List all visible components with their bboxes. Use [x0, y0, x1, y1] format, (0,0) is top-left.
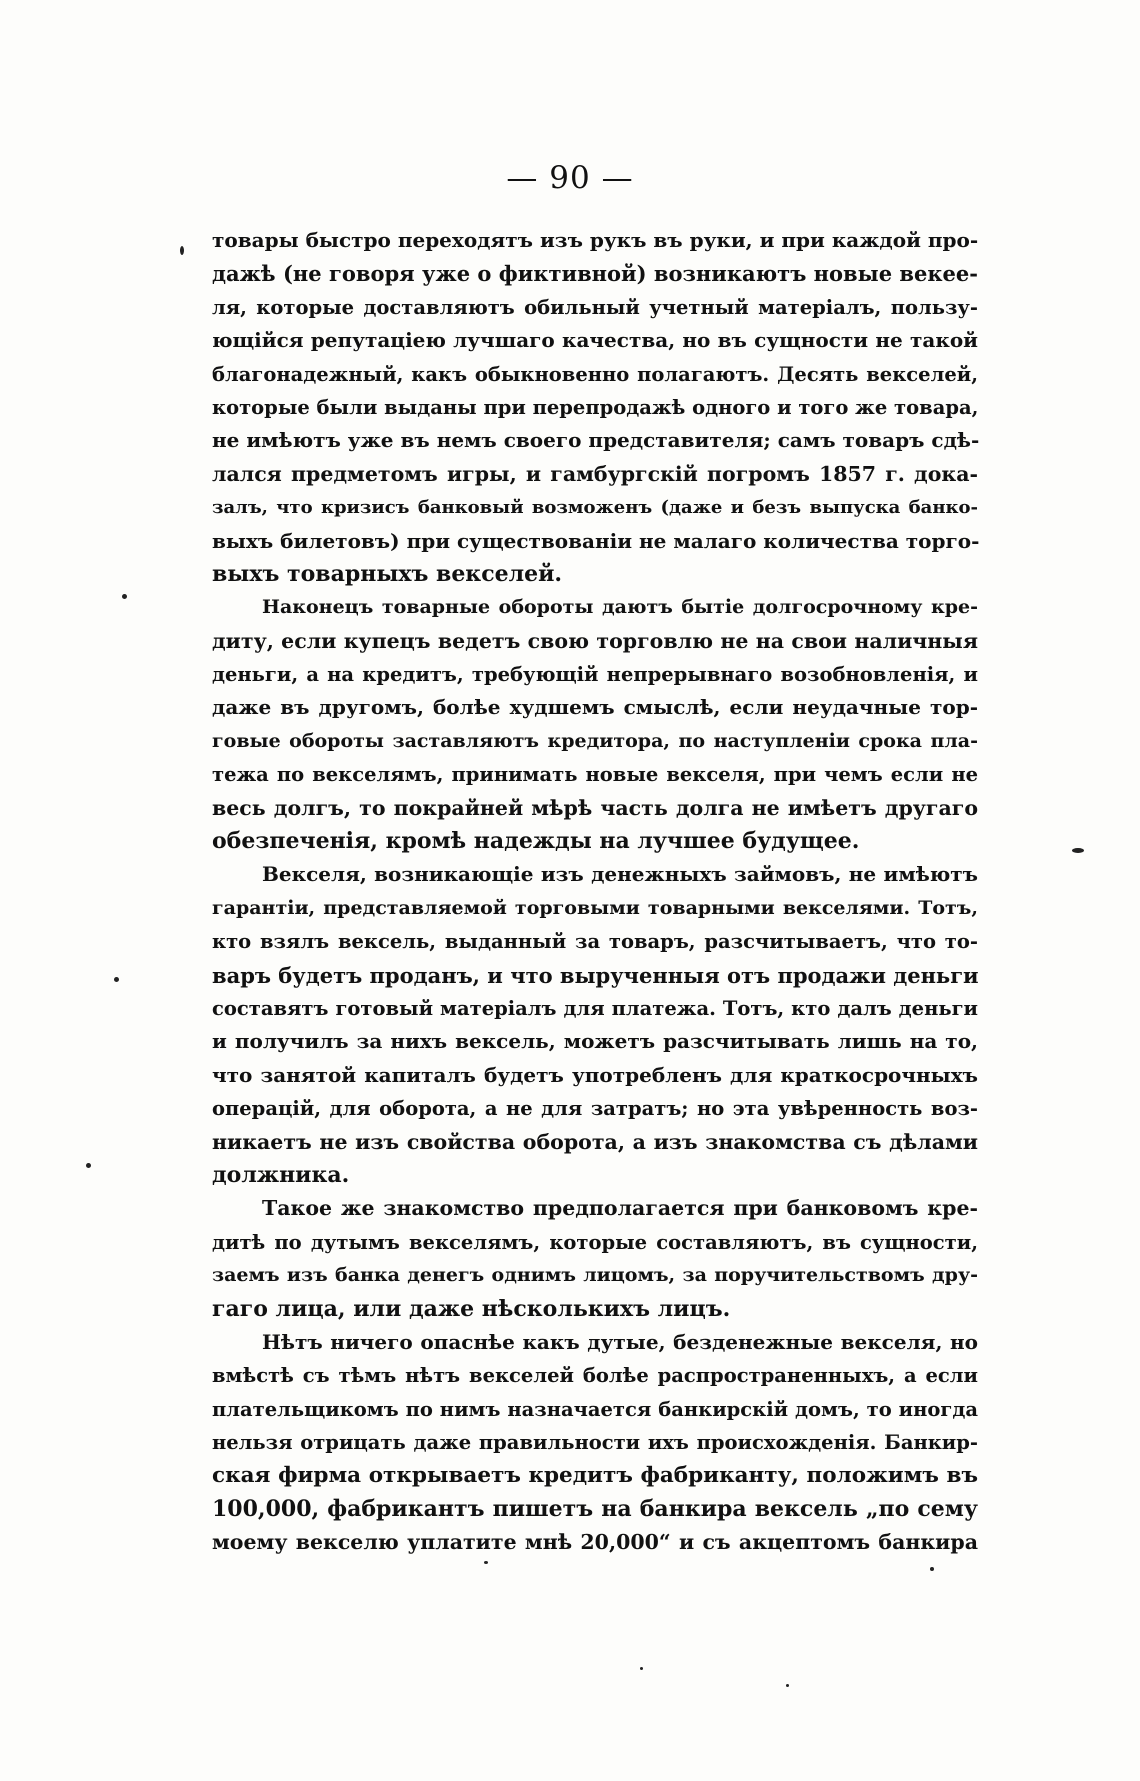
text-line: Векселя, возникающіе изъ денежныхъ займовъ, не имѣютъ [262, 862, 978, 887]
text-line: заемъ изъ банка денегъ однимъ лицомъ, за поручительствомъ дру- [212, 1264, 978, 1287]
text-line: плательщикомъ по нимъ назначается банкирскій домъ, то иногда [212, 1397, 978, 1421]
text-line: ская фирма открываетъ кредитъ фабриканту, положимъ въ [212, 1463, 978, 1489]
paragraph [212, 591, 978, 858]
text-line: и получилъ за нихъ вексель, можетъ разсчитывать лишь на то, [212, 1029, 978, 1054]
scan-speck [180, 246, 184, 255]
text-line: дажѣ (не говоря уже о фиктивной) возникаютъ новые векее- [212, 261, 978, 287]
text-line: благонадежный, какъ обыкновенно полагаютъ. Десять векселей, [212, 362, 978, 386]
text-line: деньги, а на кредитъ, требующій непрерывнаго возобновленія, и [212, 663, 978, 687]
paragraph [212, 858, 978, 1192]
text-line: выхъ билетовъ) при существованіи не малаго количества торго- [212, 528, 980, 553]
text-line: весь долгъ, то покрайней мѣрѣ часть долга не имѣетъ другаго [212, 795, 978, 820]
text-line: которые были выданы при перепродажѣ одного и того же товара, [212, 395, 979, 419]
text-line: не имѣютъ уже въ немъ своего представителя; самъ товаръ сдѣ- [212, 428, 980, 453]
text-line: операцій, для оборота, а не для затратъ; но эта увѣренность воз- [212, 1097, 978, 1121]
text-line: тежа по векселямъ, принимать новые векселя, при чемъ если не [212, 763, 978, 787]
page-number: — 90 — [506, 160, 634, 196]
scan-speck [484, 1561, 488, 1564]
scan-speck [114, 977, 119, 982]
text-line: кто взялъ вексель, выданный за товаръ, разсчитываетъ, что то- [212, 930, 978, 954]
text-line: моему векселю уплатите мнѣ 20,000“ и съ акцептомъ банкира [212, 1530, 978, 1555]
text-line: гарантіи, представляемой торговыми товарными векселями. Тотъ, [212, 896, 978, 919]
scan-speck [86, 1163, 91, 1168]
body-text [212, 224, 978, 1560]
text-line: гаго лица, или даже нѣсколькихъ лицъ. [212, 1295, 731, 1322]
text-line: составятъ готовый матеріалъ для платежа. Тотъ, кто далъ деньги [212, 996, 978, 1020]
text-line: 100,000, фабрикантъ пишетъ на банкира вексель „по сему [212, 1495, 978, 1522]
text-line: варъ будетъ проданъ, и что вырученныя отъ продажи деньги [212, 962, 979, 988]
text-line: даже въ другомъ, болѣе худшемъ смыслѣ, если неудачные тор- [212, 695, 978, 720]
paragraph [212, 1192, 978, 1326]
text-line: нельзя отрицать даже правильности ихъ происхожденія. Банкир- [212, 1431, 978, 1455]
text-line: диту, если купецъ ведетъ свою торговлю не на свои наличныя [212, 628, 978, 653]
text-line: Нѣтъ ничего опаснѣе какъ дутые, безденежные векселя, но [262, 1329, 978, 1354]
text-line: дитѣ по дутымъ векселямъ, которые составляютъ, въ сущности, [212, 1230, 978, 1254]
text-line: обезпеченія, кромѣ надежды на лучшее будущее. [212, 828, 860, 855]
text-line: вмѣстѣ съ тѣмъ нѣтъ векселей болѣе распространенныхъ, а если [212, 1364, 978, 1388]
text-line: что занятой капиталъ будетъ употребленъ для краткосрочныхъ [212, 1062, 978, 1087]
scan-speck [1072, 848, 1084, 853]
text-line: никаетъ не изъ свойства оборота, а изъ знакомства съ дѣлами [212, 1129, 978, 1154]
text-line: товары быстро переходятъ изъ рукъ въ руки, и при каждой про- [212, 228, 979, 252]
text-line: должника. [212, 1161, 350, 1188]
text-line: лался предметомъ игры, и гамбургскій погромъ 1857 г. дока- [212, 461, 978, 486]
paragraph [212, 224, 978, 591]
text-line: Наконецъ товарные обороты даютъ бытіе долгосрочному кре- [262, 596, 978, 619]
text-line: выхъ товарныхъ векселей. [212, 560, 563, 587]
scan-speck [786, 1684, 789, 1687]
scan-speck [930, 1567, 934, 1571]
paragraph [212, 1326, 978, 1560]
text-line: Такое же знакомство предполагается при банковомъ кре- [262, 1196, 978, 1221]
text-line: говые обороты заставляютъ кредитора, по наступленіи срока пла- [212, 729, 978, 752]
scan-speck [640, 1667, 643, 1670]
scan-speck [122, 594, 127, 599]
text-line: залъ, что кризисъ банковый возможенъ (даже и безъ выпуска банко- [212, 497, 978, 519]
text-line: ля, которые доставляютъ обильный учетный матеріалъ, пользу- [212, 295, 978, 319]
text-line: ющійся репутаціею лучшаго качества, но въ сущности не такой [212, 328, 978, 353]
